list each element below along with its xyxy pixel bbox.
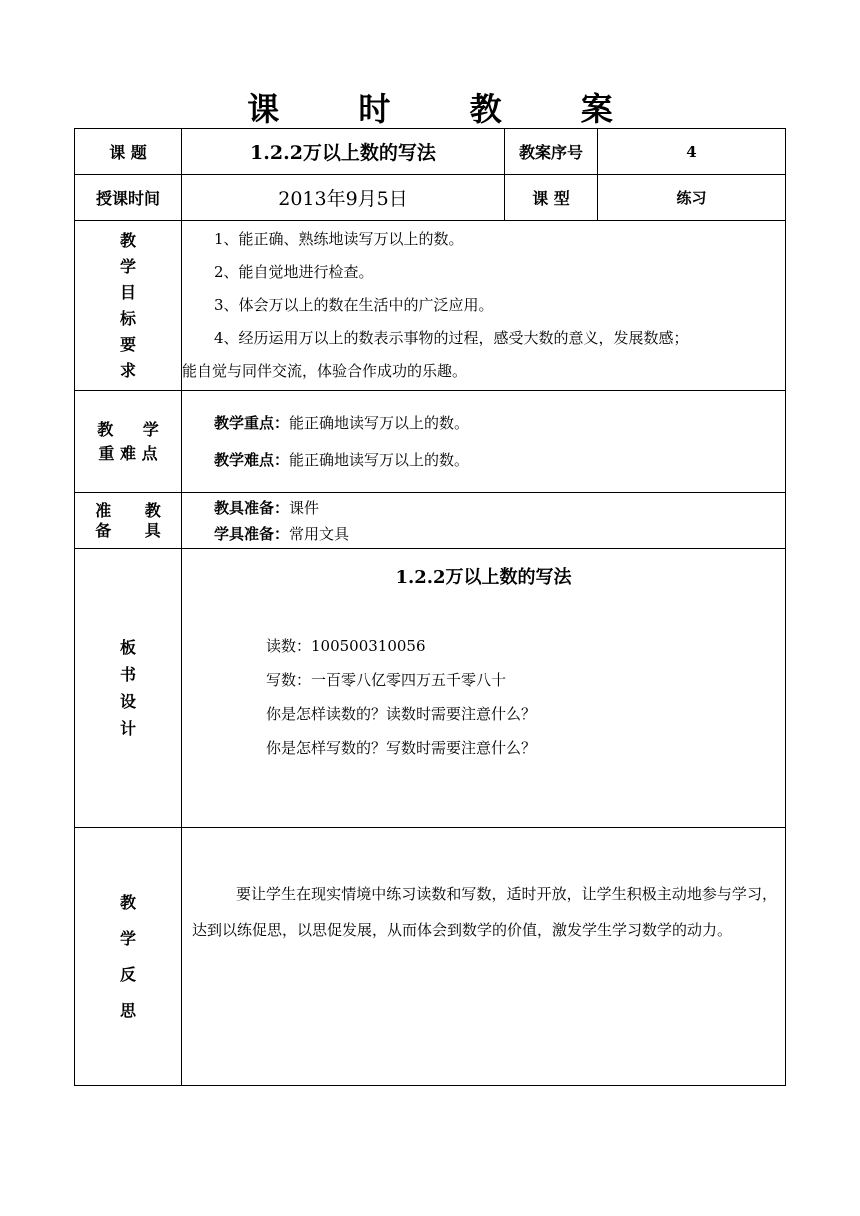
board-label-char: 设 (119, 692, 136, 711)
board-line: 读数：100500310056 (266, 637, 426, 655)
goals-label-char: 教 (119, 230, 136, 250)
document-title: 课 时 教 案 (247, 90, 647, 128)
difficult-point-label: 教学难点： (214, 450, 290, 469)
prep-content (182, 493, 786, 549)
key-points-content (182, 391, 786, 493)
goals-content (182, 221, 786, 391)
student-prep-label: 学具准备： (214, 524, 290, 543)
key-points-label (75, 391, 182, 493)
teacher-prep-text: 课件 (289, 498, 320, 517)
row-reflection (75, 828, 786, 1086)
board-label (75, 549, 182, 828)
serial-value: 4 (598, 129, 786, 175)
lesson-date: 2013年9月5日 (182, 175, 505, 221)
board-line: 写数：一百零八亿零四万五千零八十 (266, 671, 507, 689)
board-label-char: 板 (119, 638, 136, 657)
goals-label-char: 要 (119, 334, 136, 354)
reflection-label-char: 教 (119, 892, 136, 912)
board-line: 你是怎样读数的？读数时需要注意什么？ (266, 705, 537, 723)
prep-label (75, 493, 182, 549)
row-date (75, 175, 786, 221)
board-label-char: 书 (119, 665, 136, 684)
board-line: 你是怎样写数的？写数时需要注意什么？ (266, 739, 537, 757)
board-title: 1.2.2万以上数的写法 (395, 567, 572, 588)
lesson-label: 课 题 (75, 129, 182, 175)
row-board (75, 549, 786, 828)
key-points-label-line: 教 学 (97, 419, 159, 439)
goals-label-char: 标 (119, 308, 136, 328)
board-content (182, 549, 786, 828)
goal-item: 2、能自觉地进行检查。 (214, 263, 374, 281)
prep-label-line: 准 教 (95, 500, 161, 520)
goals-label (75, 221, 182, 391)
row-goals (75, 221, 786, 391)
reflection-label-char: 思 (119, 1000, 136, 1020)
key-point-label: 教学重点： (214, 413, 290, 432)
serial-label: 教案序号 (505, 129, 598, 175)
date-label: 授课时间 (75, 175, 182, 221)
goals-label-char: 目 (119, 282, 136, 302)
reflection-text: 要让学生在现实情境中练习读数和写数，适时开放，让学生积极主动地参与学习，达到以练促思，以思促发展，从而体会到数学的价值，激发学生学习数学的动力。 (192, 885, 777, 939)
reflection-label-char: 学 (119, 928, 136, 948)
key-point-text: 能正确地读写万以上的数。 (289, 413, 470, 432)
row-key-points (75, 391, 786, 493)
goals-label-char: 学 (119, 256, 136, 276)
goal-item: 4、经历运用万以上的数表示事物的过程，感受大数的意义，发展数感； (214, 329, 689, 347)
student-prep-text: 常用文具 (289, 524, 350, 543)
row-prep (75, 493, 786, 549)
board-label-char: 计 (119, 719, 136, 738)
prep-label-line: 备 具 (95, 520, 161, 540)
reflection-label (75, 828, 182, 1086)
teacher-prep-label: 教具准备： (214, 498, 290, 517)
reflection-label-char: 反 (119, 964, 136, 984)
reflection-content (182, 828, 786, 1086)
goal-item: 3、体会万以上的数在生活中的广泛应用。 (214, 296, 494, 314)
type-label: 课 型 (505, 175, 598, 221)
type-value: 练习 (598, 175, 786, 221)
goal-item: 能自觉与同伴交流，体验合作成功的乐趣。 (182, 362, 468, 380)
row-lesson (75, 129, 786, 175)
difficult-point-text: 能正确地读写万以上的数。 (289, 450, 470, 469)
goal-item: 1、能正确、熟练地读写万以上的数。 (214, 230, 464, 248)
lesson-plan-table (74, 128, 786, 1086)
lesson-title: 1.2.2万以上数的写法 (182, 129, 505, 175)
key-points-label-line: 重 难 点 (98, 443, 158, 463)
goals-label-char: 求 (119, 360, 136, 380)
